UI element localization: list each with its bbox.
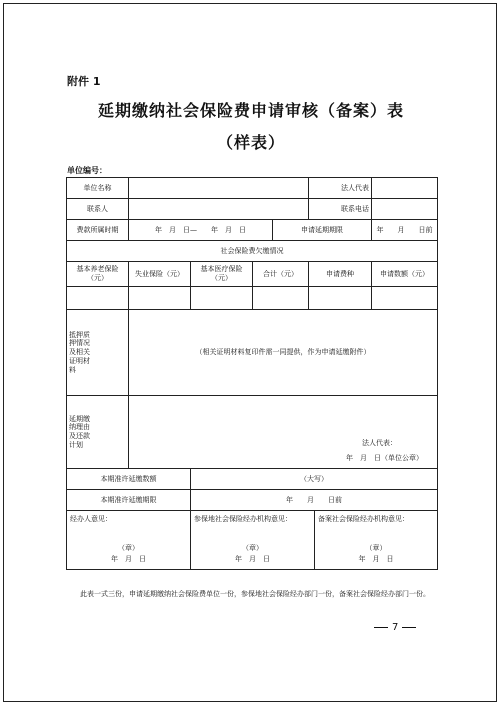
- period-field[interactable]: 年 月 日— 年 月 日: [129, 220, 273, 241]
- medical-field[interactable]: [191, 287, 253, 310]
- page-number-right-dash: [402, 627, 416, 628]
- arrears-header: 社会保险费欠缴情况: [67, 241, 438, 262]
- col-fee-type-header: 申请费种: [309, 262, 372, 287]
- collateral-field[interactable]: （相关证明材料复印件需一同提供，作为申请延缴附件）: [129, 310, 438, 396]
- deferral-deadline-label: 申请延期期限: [273, 220, 372, 241]
- contact-phone-field[interactable]: [372, 199, 438, 220]
- filing-agency-opinion-cell[interactable]: [315, 511, 438, 570]
- reason-label: [67, 396, 129, 469]
- collateral-label-text: 抵押质押情况及相关证明材料: [69, 330, 90, 374]
- pension-field[interactable]: [67, 287, 129, 310]
- amount-field[interactable]: [372, 287, 438, 310]
- page-number: [370, 622, 420, 633]
- handler-date: 年 月 日: [111, 555, 146, 563]
- approved-period-label: 本期准许延缴期限: [67, 490, 191, 511]
- contact-phone-label: 联系电话: [309, 199, 372, 220]
- footnote: 此表一式三份，申请延期缴纳社会保险费单位一份，参保地社会保险经办部门一份，备案社会保险经办部门一份。: [80, 590, 430, 598]
- approved-amount-field[interactable]: （大写）: [191, 469, 438, 490]
- insured-agency-date: 年 月 日: [235, 555, 270, 563]
- col-unemployment-header: 失业保险（元）: [129, 262, 191, 287]
- page-title: 延期缴纳社会保险费申请审核（备案）表: [97, 101, 404, 120]
- application-form-table: [66, 177, 438, 570]
- deferral-deadline-field[interactable]: 年 月 日前: [372, 220, 438, 241]
- col-amount-header: 申请数额（元）: [372, 262, 438, 287]
- filing-agency-date: 年 月 日: [358, 555, 394, 563]
- legal-rep-label: 法人代表: [309, 178, 372, 199]
- legal-rep-field[interactable]: [372, 178, 438, 199]
- col-pension-header: 基本养老保险（元）: [67, 262, 129, 287]
- approved-amount-label: 本期准许延缴数额: [67, 469, 191, 490]
- reason-field[interactable]: [129, 396, 438, 469]
- col-medical-header: 基本医疗保险（元）: [191, 262, 253, 287]
- reason-label-text: 延期缴纳理由及还款计划: [69, 414, 90, 449]
- total-field[interactable]: [253, 287, 309, 310]
- fee-type-field[interactable]: [309, 287, 372, 310]
- reason-date: 年 月 日（单位公章）: [346, 454, 423, 462]
- approved-period-field[interactable]: 年 月 日前: [191, 490, 438, 511]
- period-label: 费款所属时期: [67, 220, 129, 241]
- page-subtitle: （样表）: [216, 133, 285, 152]
- filing-agency-seal: （章）: [365, 544, 387, 552]
- col-total-header: 合计（元）: [253, 262, 309, 287]
- reason-legal-rep: 法人代表：: [362, 439, 397, 447]
- contact-field[interactable]: [129, 199, 309, 220]
- handler-opinion-label: 经办人意见：: [70, 515, 112, 523]
- unemployment-field[interactable]: [129, 287, 191, 310]
- handler-seal: （章）: [118, 544, 139, 552]
- insured-agency-opinion-cell[interactable]: [191, 511, 315, 570]
- collateral-label: [67, 310, 129, 396]
- page-number-value: 7: [392, 622, 399, 633]
- contact-label: 联系人: [67, 199, 129, 220]
- unit-code-label: 单位编号：: [67, 166, 107, 175]
- handler-opinion-cell[interactable]: [67, 511, 191, 570]
- page-number-left-dash: [374, 627, 388, 628]
- unit-name-field[interactable]: [129, 178, 309, 199]
- unit-name-label: 单位名称: [67, 178, 129, 199]
- attachment-label: 附件 1: [67, 75, 101, 88]
- filing-agency-opinion-label: 备案社会保险经办机构意见：: [318, 515, 409, 523]
- insured-agency-seal: （章）: [242, 544, 263, 552]
- insured-agency-opinion-label: 参保地社会保险经办机构意见：: [194, 515, 292, 523]
